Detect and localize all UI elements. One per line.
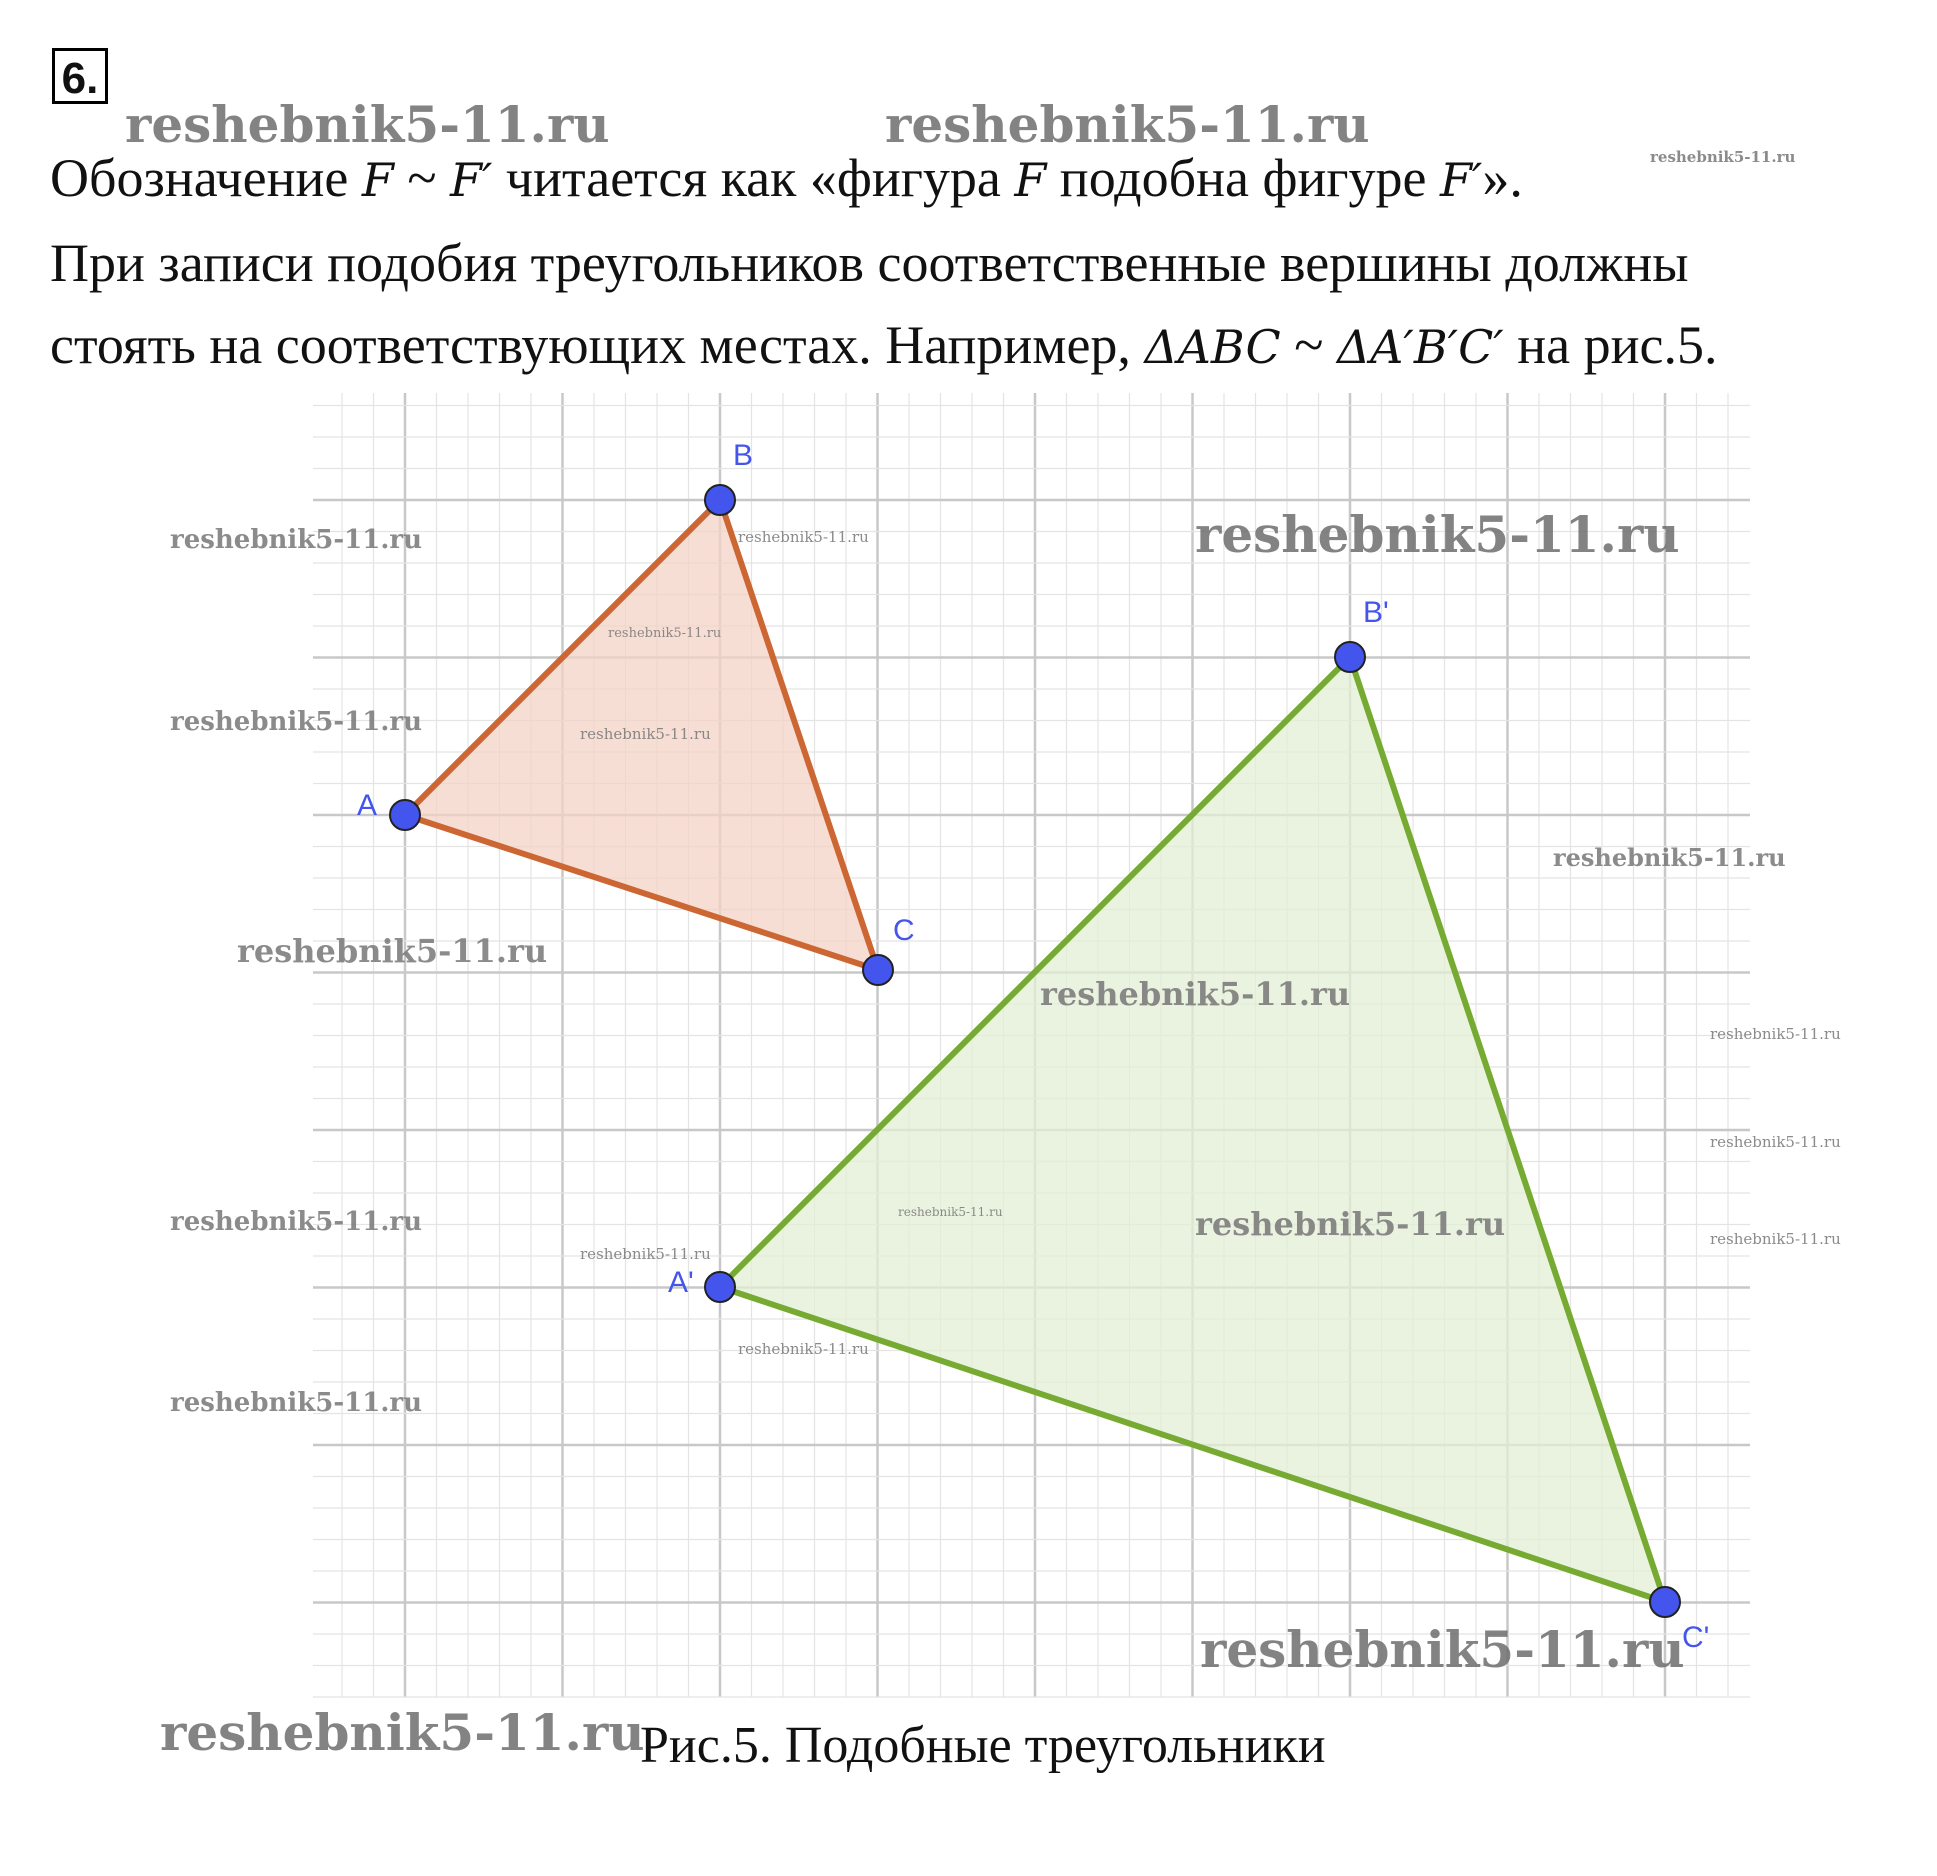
point-c bbox=[863, 955, 893, 985]
point-a1 bbox=[705, 1272, 735, 1302]
text: ~ bbox=[393, 148, 451, 208]
watermark: reshebnik5-11.ru bbox=[170, 1388, 423, 1418]
label-b: B bbox=[733, 439, 754, 472]
point-b bbox=[705, 485, 735, 515]
watermark: reshebnik5-11.ru bbox=[170, 707, 423, 737]
watermark: reshebnik5-11.ru bbox=[738, 528, 869, 546]
math: F bbox=[361, 153, 394, 207]
watermark: reshebnik5-11.ru bbox=[125, 95, 610, 154]
math: F bbox=[1014, 153, 1047, 207]
label-c: C bbox=[893, 914, 915, 947]
watermark: reshebnik5-11.ru bbox=[608, 626, 722, 641]
figure-caption: Рис.5. Подобные треугольники bbox=[640, 1717, 1326, 1774]
watermark: reshebnik5-11.ru bbox=[898, 1205, 1003, 1219]
math: ΔABC bbox=[1144, 320, 1281, 374]
watermark: reshebnik5-11.ru bbox=[1040, 975, 1351, 1013]
text: стоять на соответствующих местах. Например, bbox=[50, 315, 1145, 375]
text: подобна фигуре bbox=[1046, 148, 1440, 208]
watermark: reshebnik5-11.ru bbox=[160, 1703, 645, 1762]
point-a bbox=[390, 800, 420, 830]
watermark: reshebnik5-11.ru bbox=[580, 1245, 711, 1263]
label-b1: B' bbox=[1363, 596, 1389, 629]
task-number: 6. bbox=[52, 48, 108, 104]
label-a: A bbox=[357, 789, 378, 822]
text: на рис.5. bbox=[1503, 315, 1718, 375]
watermark: reshebnik5-11.ru bbox=[1195, 1205, 1506, 1243]
text: читается как «фигура bbox=[492, 148, 1015, 208]
watermark: reshebnik5-11.ru bbox=[170, 1207, 423, 1237]
watermark: reshebnik5-11.ru bbox=[885, 95, 1370, 154]
watermark: reshebnik5-11.ru bbox=[1553, 843, 1786, 872]
point-b1 bbox=[1335, 642, 1365, 672]
paragraph-line-2: При записи подобия треугольников соответственные вершины должны bbox=[50, 233, 1689, 293]
watermark: reshebnik5-11.ru bbox=[1200, 1620, 1685, 1679]
watermark: reshebnik5-11.ru bbox=[237, 932, 548, 970]
label-c1: C' bbox=[1682, 1621, 1710, 1654]
text: ~ bbox=[1280, 315, 1337, 375]
watermark: reshebnik5-11.ru bbox=[1650, 148, 1796, 166]
watermark: reshebnik5-11.ru bbox=[1195, 505, 1680, 564]
text: ». bbox=[1482, 148, 1523, 208]
watermark: reshebnik5-11.ru bbox=[1710, 1230, 1841, 1248]
watermark: reshebnik5-11.ru bbox=[1710, 1025, 1841, 1043]
watermark: reshebnik5-11.ru bbox=[170, 525, 423, 555]
watermark: reshebnik5-11.ru bbox=[1710, 1133, 1841, 1151]
math: F′ bbox=[1439, 153, 1483, 207]
label-a1: A' bbox=[668, 1266, 694, 1299]
watermark: reshebnik5-11.ru bbox=[580, 725, 711, 743]
math: F′ bbox=[450, 153, 493, 207]
text: Обозначение bbox=[50, 148, 362, 208]
point-c1 bbox=[1650, 1587, 1680, 1617]
watermark: reshebnik5-11.ru bbox=[738, 1340, 869, 1358]
math: ΔA′B′C′ bbox=[1336, 320, 1504, 374]
